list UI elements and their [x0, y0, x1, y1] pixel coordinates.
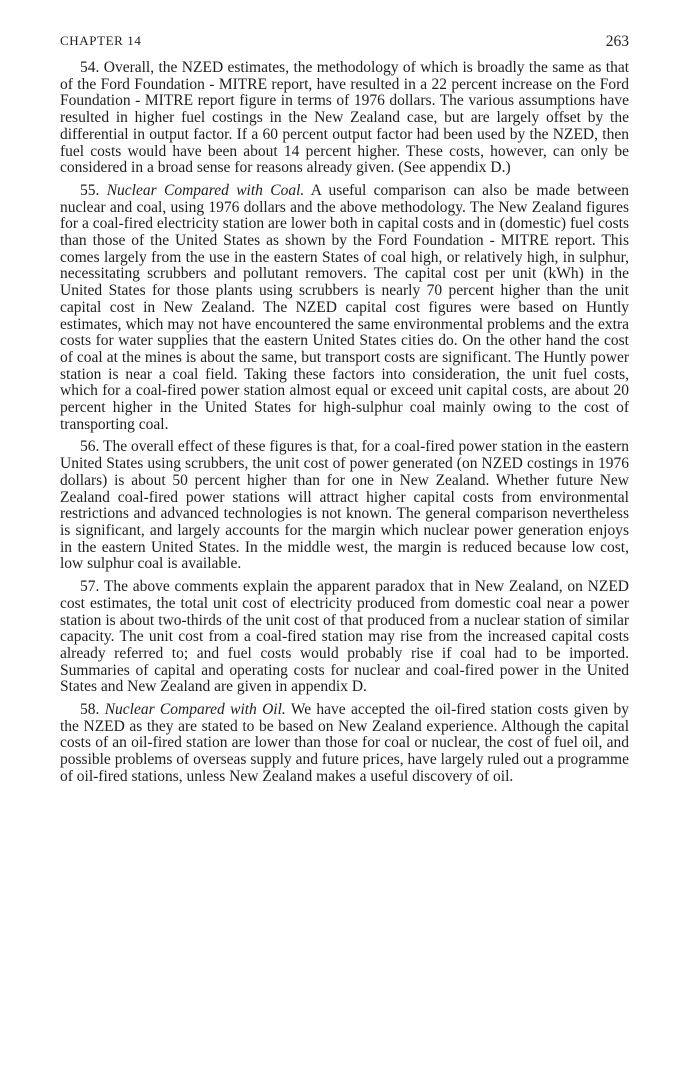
paragraph-57: [60, 579, 629, 696]
document-page: [60, 0, 629, 792]
paragraph-text: We have accepted the oil-fired station costs given by the NZED as they are stated to be based on New Zealand experience. Although the capital costs of an oil-fired station are lower than those for coal or nuclear, the cost of fuel oil, and possible problems of overseas supply and future prices, have largely ruled out a programme of oil-fired stations, unless New Zealand makes a useful discovery of oil.: [60, 701, 629, 785]
paragraph-text: The above comments explain the apparent paradox that in New Zealand, on NZED cost estimates, the total unit cost of electricity produced from domestic coal near a power station is about two-thirds of the unit cost of that produced from a nuclear station of similar capacity. The unit cost from a coal-fired station may rise from the increased capital costs already referred to; and fuel costs would probably rise if coal had to be imported. Summaries of capital and operating costs for nuclear and coal-fired power in the United States and New Zealand are given in appendix D.: [60, 578, 629, 696]
paragraph-heading: Nuclear Compared with Coal.: [106, 181, 305, 199]
paragraph-55: [60, 183, 629, 434]
paragraph-54: [60, 60, 629, 177]
paragraph-heading: Nuclear Compared with Oil.: [104, 701, 286, 719]
paragraph-56: [60, 439, 629, 573]
paragraph-number: 54.: [80, 59, 100, 76]
paragraph-number: 55.: [80, 181, 100, 199]
paragraph-text: A useful comparison can also be made between nuclear and coal, using 1976 dollars and the above methodology. The New Zealand figures for a coal-fired electricity station are lower both in capital costs and in (domestic) fuel costs than those of the United States as shown by the Ford Foundation - MITRE report. This comes largely from the use in the eastern States of coal high, or relatively high, in sulphur, necessitating scrubbers and pollutant removers. The capital cost per unit (kWh) in the United States for those plants using scrubbers is nearly 70 percent higher than the unit capital cost in New Zealand. The NZED capital cost figures were based on Huntly estimates, which may not have encountered the same environmental problems and the extra costs for water supplies that the eastern United States cities do. On the other hand the cost of coal at the mines is about the same, but transport costs are significant. The Huntly power station is near a coal field. Taking these factors into consideration, the unit fuel costs, which for a coal-fired power station almost equal or exceed unit capital costs, are about 20 percent higher in the United States for high-sulphur coal mainly owing to the cost of transporting coal.: [60, 181, 629, 433]
paragraph-58: [60, 702, 629, 786]
paragraph-text: The overall effect of these figures is that, for a coal-fired power station in the eastern United States using scrubbers, the unit cost of power generated (on NZED costings in 1976 dollars) is about 50 percent higher than for one in New Zealand. Whether future New Zealand coal-fired power stations will attract higher capital costs from environmental restrictions and advanced technologies is not known. The general comparison nevertheless is significant, and largely accounts for the margin which nuclear power generation enjoys in the eastern United States. In the middle west, the margin is reduced because low cost, low sulphur coal is available.: [60, 438, 629, 573]
chapter-heading: CHAPTER 14: [60, 33, 142, 48]
paragraph-text: Overall, the NZED estimates, the methodology of which is broadly the same as that of the Ford Foundation - MITRE report, have resulted in a 22 percent increase on the Ford Foundation - MITRE report figure in terms of 1976 dollars. The various assumptions have resulted in higher fuel costings in the New Zealand case, but are largely offset by the differential in output factor. If a 60 percent output factor had been used by the NZED, then fuel costs would have been about 14 percent higher. These costs, however, can only be considered in a broad sense for reasons already given. (See appendix D.): [60, 59, 629, 177]
paragraph-number: 56.: [80, 438, 100, 456]
running-head: [60, 0, 629, 60]
page-number: 263: [605, 33, 629, 50]
paragraph-number: 58.: [80, 701, 100, 719]
paragraph-number: 57.: [80, 578, 100, 596]
